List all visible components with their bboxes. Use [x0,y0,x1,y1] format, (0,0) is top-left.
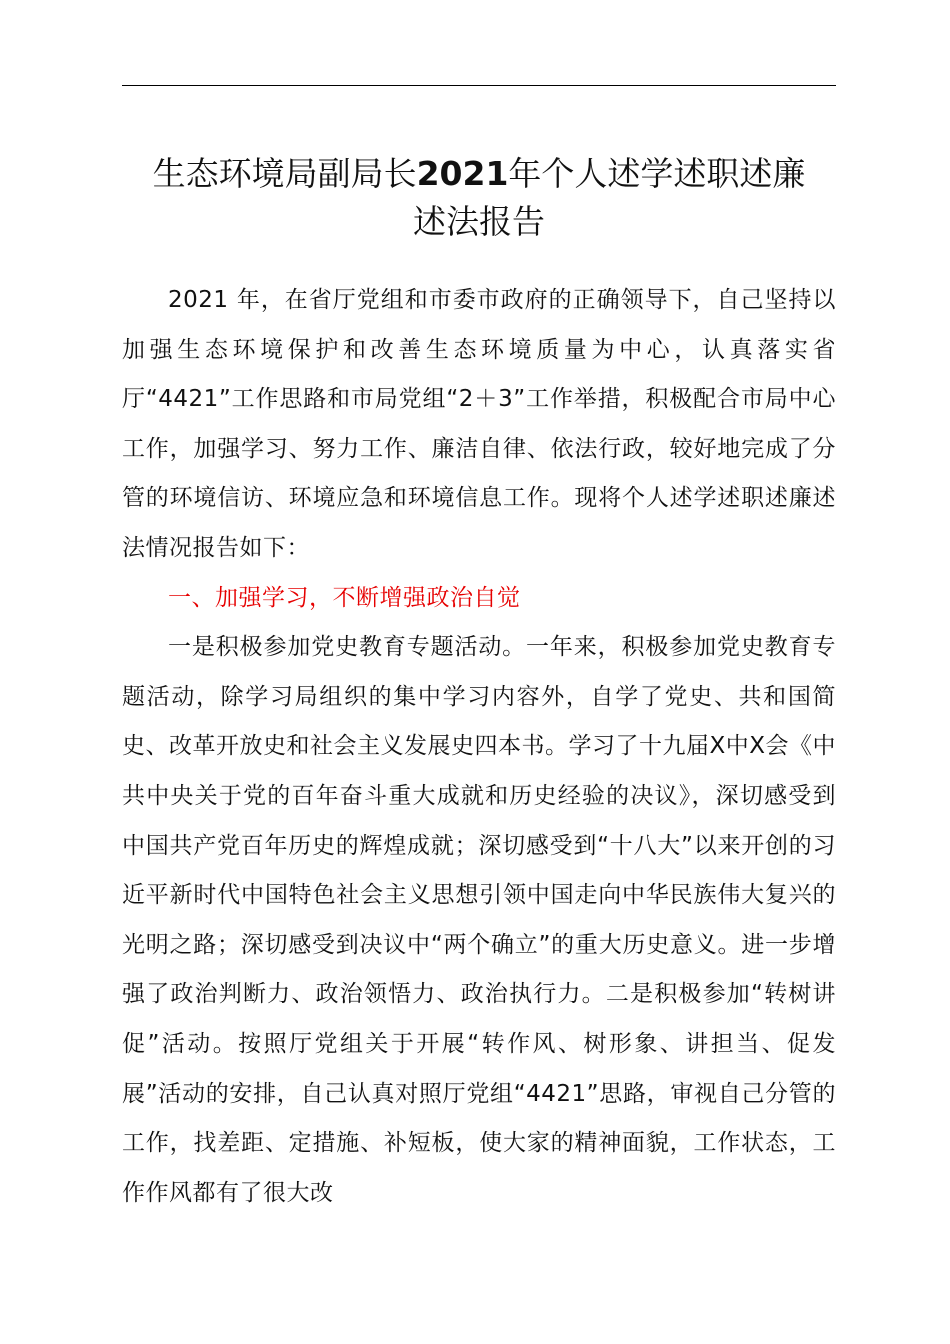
intro-paragraph: 2021 年，在省厅党组和市委市政府的正确领导下，自己坚持以加强生态环境保护和改善生态环境质量为中心，认真落实省厅“4421”工作思路和市局党组“2＋3”工作举措，积极配合市局中心工作，加强学习、努力工作、廉洁自律、依法行政，较好地完成了分管的环境信访、环境应急和环境信息工作。现将个人述学述职述廉述法情况报告如下： [122,287,836,561]
section1-paragraph: 一是积极参加党史教育专题活动。一年来，积极参加党史教育专题活动，除学习局组织的集中学习内容外，自学了党史、共和国简史、改革开放史和社会主义发展史四本书。学习了十九届X中X会《中共中央关于党的百年奋斗重大成就和历史经验的决议》，深切感受到中国共产党百年历史的辉煌成就；深切感受到“十八大”以来开创的习近平新时代中国特色社会主义思想引领中国走向中华民族伟大复兴的光明之路；深切感受到决议中“两个确立”的重大历史意义。进一步增强了政治判断力、政治领悟力、政治执行力。二是积极参加“转树讲促”活动。按照厅党组关于开展“转作风、树形象、讲担当、促发展”活动的安排，自己认真对照厅党组“4421”思路，审视自己分管的工作，找差距、定措施、补短板，使大家的精神面貌，工作状态，工作作风都有了很大改 [122,634,837,1206]
title-prefix: 生态环境局副局长 [152,154,417,193]
section-heading: 一、加强学习，不断增强政治自觉 [168,584,521,611]
document-body [122,276,836,1218]
header-rule [122,85,836,86]
title-year: 2021 [416,154,509,193]
document-title [122,150,836,246]
title-line2: 述法报告 [413,202,545,241]
title-line1-suffix: 年个人述学述职述廉 [508,154,806,193]
